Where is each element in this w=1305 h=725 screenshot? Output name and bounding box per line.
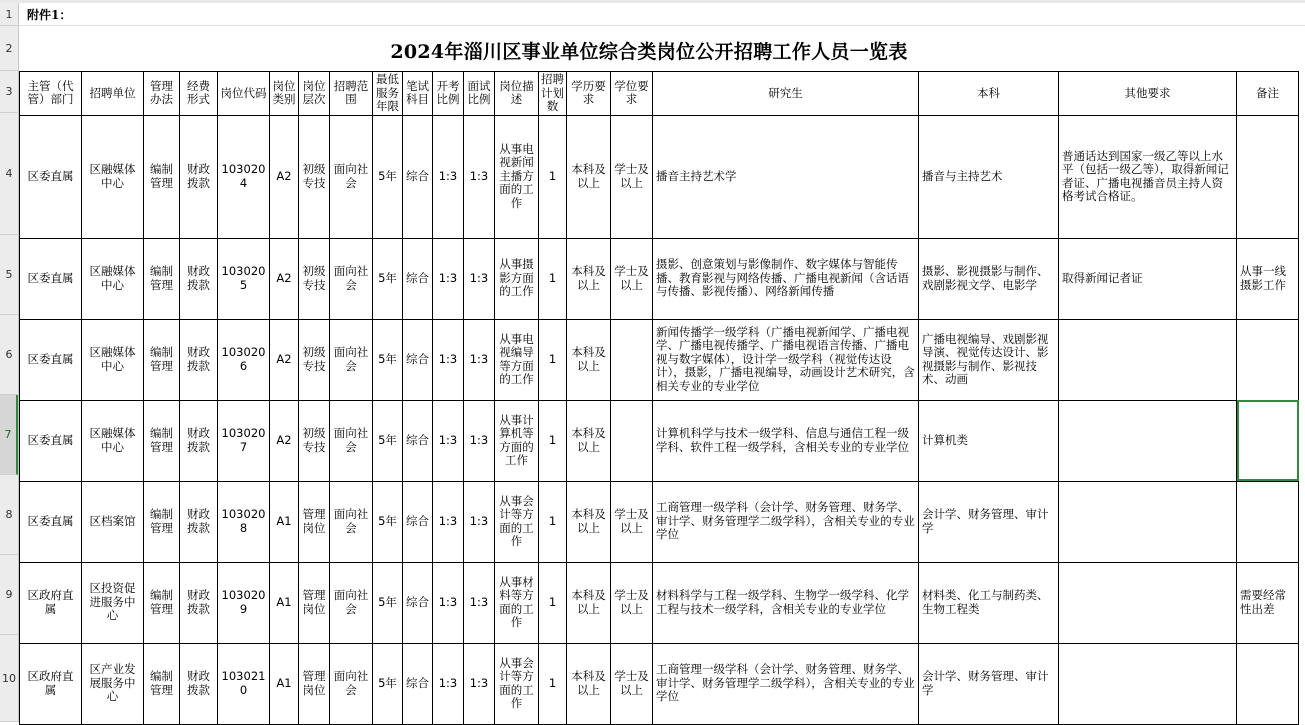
years-cell[interactable]: 5年: [373, 562, 403, 643]
mgmt-cell[interactable]: 编制管理: [144, 481, 180, 562]
ug-major-cell[interactable]: 广播电视编导、戏剧影视导演、视觉传达设计、影视摄影与制作、影视技术、动画: [919, 319, 1059, 400]
scope-cell[interactable]: 面向社会: [330, 643, 373, 724]
ug-major-cell[interactable]: 播音与主持艺术: [919, 115, 1059, 238]
table-row: [20, 481, 1299, 562]
row-number[interactable]: 5: [0, 235, 18, 315]
other-req-cell[interactable]: [1059, 400, 1237, 481]
fund-cell[interactable]: 财政拨款: [180, 562, 218, 643]
edu-cell[interactable]: 本科及以上: [567, 481, 611, 562]
selected-note-cell[interactable]: [1237, 400, 1299, 481]
interview-ratio-cell[interactable]: 1:3: [464, 400, 495, 481]
note-cell[interactable]: [1237, 643, 1299, 724]
code-cell[interactable]: 1030206: [218, 319, 270, 400]
scope-cell[interactable]: 面向社会: [330, 400, 373, 481]
header-cell[interactable]: 备注: [1237, 72, 1299, 116]
desc-cell[interactable]: 从事计算机等方面的工作: [495, 400, 539, 481]
ug-major-cell[interactable]: 会计学、财务管理、审计学: [919, 643, 1059, 724]
grad-major-cell[interactable]: 计算机科学与技术一级学科、信息与通信工程一级学科、软件工程一级学科，含相关专业的专业学位: [653, 400, 919, 481]
header-cell[interactable]: 其他要求: [1059, 72, 1237, 116]
mgmt-cell[interactable]: 编制管理: [144, 238, 180, 319]
grad-major-cell[interactable]: 材料科学与工程一级学科、生物学一级学科、化学工程与技术一级学科，含相关专业的专业学位: [653, 562, 919, 643]
exam-cell[interactable]: 综合: [403, 115, 433, 238]
category-cell[interactable]: A2: [270, 319, 299, 400]
years-cell[interactable]: 5年: [373, 400, 403, 481]
category-cell[interactable]: A2: [270, 400, 299, 481]
grad-major-cell[interactable]: 工商管理一级学科（会计学、财务管理、财务学、审计学、财务管理学二级学科），含相关专业的专业学位: [653, 643, 919, 724]
category-cell[interactable]: A1: [270, 481, 299, 562]
header-cell[interactable]: 招聘单位: [82, 72, 144, 116]
header-cell[interactable]: 经费形式: [180, 72, 218, 116]
category-cell[interactable]: A2: [270, 115, 299, 238]
ug-major-cell[interactable]: 摄影、影视摄影与制作、戏剧影视文学、电影学: [919, 238, 1059, 319]
grad-major-cell[interactable]: 工商管理一级学科（会计学、财务管理、财务学、审计学、财务管理学二级学科），含相关专业的专业学位: [653, 481, 919, 562]
dept-cell[interactable]: 区委直属: [20, 400, 82, 481]
note-cell[interactable]: [1237, 319, 1299, 400]
table-row: [20, 115, 1299, 238]
row-number[interactable]: 1: [0, 3, 18, 26]
header-cell[interactable]: 开考比例: [433, 72, 464, 116]
header-cell[interactable]: 招聘范围: [330, 72, 373, 116]
dept-cell[interactable]: 区委直属: [20, 319, 82, 400]
scope-cell[interactable]: 面向社会: [330, 562, 373, 643]
dept-cell[interactable]: 区政府直属: [20, 562, 82, 643]
scope-cell[interactable]: 面向社会: [330, 115, 373, 238]
plan-cell[interactable]: 1: [539, 562, 567, 643]
degree-cell[interactable]: 学士及以上: [611, 238, 653, 319]
code-cell[interactable]: 1030208: [218, 481, 270, 562]
attachment-row: [19, 3, 1305, 26]
header-cell[interactable]: 岗位层次: [299, 72, 330, 116]
title-row: [19, 26, 1305, 71]
level-cell[interactable]: 初级专技: [299, 319, 330, 400]
edu-cell[interactable]: 本科及以上: [567, 562, 611, 643]
desc-cell[interactable]: 从事会计等方面的工作: [495, 481, 539, 562]
mgmt-cell[interactable]: 编制管理: [144, 319, 180, 400]
plan-cell[interactable]: 1: [539, 319, 567, 400]
grad-major-cell[interactable]: 摄影、创意策划与影像制作、数字媒体与智能传播、教育影视与网络传播、广播电视新闻（含话语与传播、影视传播）、网络新闻传播: [653, 238, 919, 319]
dept-cell[interactable]: 区政府直属: [20, 643, 82, 724]
mgmt-cell[interactable]: 编制管理: [144, 562, 180, 643]
header-cell[interactable]: 岗位描述: [495, 72, 539, 116]
header-cell[interactable]: 学位要求: [611, 72, 653, 116]
unit-cell[interactable]: 区融媒体中心: [82, 319, 144, 400]
interview-ratio-cell[interactable]: 1:3: [464, 643, 495, 724]
ug-major-cell[interactable]: 会计学、财务管理、审计学: [919, 481, 1059, 562]
open-ratio-cell[interactable]: 1:3: [433, 115, 464, 238]
fund-cell[interactable]: 财政拨款: [180, 481, 218, 562]
exam-cell[interactable]: 综合: [403, 238, 433, 319]
table-row: [20, 238, 1299, 319]
other-req-cell[interactable]: [1059, 643, 1237, 724]
degree-cell[interactable]: [611, 319, 653, 400]
mgmt-cell[interactable]: 编制管理: [144, 400, 180, 481]
dept-cell[interactable]: 区委直属: [20, 115, 82, 238]
row-number[interactable]: 10: [0, 635, 18, 722]
scope-cell[interactable]: 面向社会: [330, 319, 373, 400]
other-req-cell[interactable]: 普通话达到国家一级乙等以上水平（包括一级乙等），取得新闻记者证、广播电视播音员主持人资格考试合格证。: [1059, 115, 1237, 238]
header-cell[interactable]: 最低服务年限: [373, 72, 403, 116]
degree-cell[interactable]: 学士及以上: [611, 481, 653, 562]
interview-ratio-cell[interactable]: 1:3: [464, 115, 495, 238]
unit-cell[interactable]: 区档案馆: [82, 481, 144, 562]
interview-ratio-cell[interactable]: 1:3: [464, 319, 495, 400]
scope-cell[interactable]: 面向社会: [330, 238, 373, 319]
unit-cell[interactable]: 区投资促进服务中心: [82, 562, 144, 643]
code-cell[interactable]: 1030204: [218, 115, 270, 238]
other-req-cell[interactable]: [1059, 319, 1237, 400]
row-number[interactable]: 2: [0, 26, 18, 71]
mgmt-cell[interactable]: 编制管理: [144, 115, 180, 238]
category-cell[interactable]: A1: [270, 643, 299, 724]
unit-cell[interactable]: 区融媒体中心: [82, 400, 144, 481]
other-req-cell[interactable]: [1059, 481, 1237, 562]
note-cell[interactable]: 需要经常性出差: [1237, 562, 1299, 643]
interview-ratio-cell[interactable]: 1:3: [464, 562, 495, 643]
exam-cell[interactable]: 综合: [403, 319, 433, 400]
open-ratio-cell[interactable]: 1:3: [433, 400, 464, 481]
other-req-cell[interactable]: [1059, 562, 1237, 643]
degree-cell[interactable]: [611, 400, 653, 481]
header-cell[interactable]: 管理办法: [144, 72, 180, 116]
dept-cell[interactable]: 区委直属: [20, 481, 82, 562]
header-cell[interactable]: 岗位类别: [270, 72, 299, 116]
degree-cell[interactable]: 学士及以上: [611, 562, 653, 643]
header-cell[interactable]: 主管（代管）部门: [20, 72, 82, 116]
edu-cell[interactable]: 本科及以上: [567, 238, 611, 319]
category-cell[interactable]: A1: [270, 562, 299, 643]
fund-cell[interactable]: 财政拨款: [180, 400, 218, 481]
desc-cell[interactable]: 从事电视新闻主播方面的工作: [495, 115, 539, 238]
code-cell[interactable]: 1030210: [218, 643, 270, 724]
desc-cell[interactable]: 从事材料等方面的工作: [495, 562, 539, 643]
interview-ratio-cell[interactable]: 1:3: [464, 481, 495, 562]
other-req-cell[interactable]: 取得新闻记者证: [1059, 238, 1237, 319]
ug-major-cell[interactable]: 材料类、化工与制药类、生物工程类: [919, 562, 1059, 643]
scope-cell[interactable]: 面向社会: [330, 481, 373, 562]
exam-cell[interactable]: 综合: [403, 643, 433, 724]
edu-cell[interactable]: 本科及以上: [567, 400, 611, 481]
row-number[interactable]: 8: [0, 475, 18, 555]
years-cell[interactable]: 5年: [373, 481, 403, 562]
plan-cell[interactable]: 1: [539, 481, 567, 562]
edu-cell[interactable]: 本科及以上: [567, 643, 611, 724]
years-cell[interactable]: 5年: [373, 115, 403, 238]
open-ratio-cell[interactable]: 1:3: [433, 643, 464, 724]
level-cell[interactable]: 管理岗位: [299, 562, 330, 643]
level-cell[interactable]: 初级专技: [299, 238, 330, 319]
unit-cell[interactable]: 区融媒体中心: [82, 115, 144, 238]
spreadsheet: [19, 3, 1305, 725]
header-cell[interactable]: 笔试科目: [403, 72, 433, 116]
open-ratio-cell[interactable]: 1:3: [433, 238, 464, 319]
row-number[interactable]: 6: [0, 315, 18, 395]
degree-cell[interactable]: 学士及以上: [611, 643, 653, 724]
level-cell[interactable]: 管理岗位: [299, 643, 330, 724]
category-cell[interactable]: A2: [270, 238, 299, 319]
code-cell[interactable]: 1030209: [218, 562, 270, 643]
exam-cell[interactable]: 综合: [403, 562, 433, 643]
exam-cell[interactable]: 综合: [403, 481, 433, 562]
unit-cell[interactable]: 区产业发展服务中心: [82, 643, 144, 724]
plan-cell[interactable]: 1: [539, 115, 567, 238]
row-number[interactable]: 3: [0, 71, 18, 113]
ug-major-cell[interactable]: 计算机类: [919, 400, 1059, 481]
plan-cell[interactable]: 1: [539, 238, 567, 319]
desc-cell[interactable]: 从事摄影方面的工作: [495, 238, 539, 319]
plan-cell[interactable]: 1: [539, 643, 567, 724]
header-row: [20, 72, 1299, 116]
header-cell[interactable]: 研究生: [653, 72, 919, 116]
desc-cell[interactable]: 从事会计等方面的工作: [495, 643, 539, 724]
fund-cell[interactable]: 财政拨款: [180, 115, 218, 238]
code-cell[interactable]: 1030207: [218, 400, 270, 481]
exam-cell[interactable]: 综合: [403, 400, 433, 481]
grad-major-cell[interactable]: 播音主持艺术学: [653, 115, 919, 238]
level-cell[interactable]: 初级专技: [299, 115, 330, 238]
note-cell[interactable]: [1237, 115, 1299, 238]
row-number[interactable]: 9: [0, 555, 18, 635]
table-row: [20, 643, 1299, 724]
unit-cell[interactable]: 区融媒体中心: [82, 238, 144, 319]
header-cell[interactable]: 学历要求: [567, 72, 611, 116]
fund-cell[interactable]: 财政拨款: [180, 238, 218, 319]
interview-ratio-cell[interactable]: 1:3: [464, 238, 495, 319]
row-number[interactable]: 4: [0, 113, 18, 235]
row-header-column: [0, 3, 19, 722]
header-cell[interactable]: 岗位代码: [218, 72, 270, 116]
open-ratio-cell[interactable]: 1:3: [433, 481, 464, 562]
level-cell[interactable]: 管理岗位: [299, 481, 330, 562]
degree-cell[interactable]: 学士及以上: [611, 115, 653, 238]
years-cell[interactable]: 5年: [373, 643, 403, 724]
mgmt-cell[interactable]: 编制管理: [144, 643, 180, 724]
header-cell[interactable]: 面试比例: [464, 72, 495, 116]
dept-cell[interactable]: 区委直属: [20, 238, 82, 319]
table-row: [20, 562, 1299, 643]
header-cell[interactable]: 本科: [919, 72, 1059, 116]
open-ratio-cell[interactable]: 1:3: [433, 562, 464, 643]
table-row: [20, 319, 1299, 400]
attachment-label[interactable]: 附件1：: [27, 8, 72, 22]
note-cell[interactable]: 从事一线摄影工作: [1237, 238, 1299, 319]
header-cell[interactable]: 招聘计划数: [539, 72, 567, 116]
fund-cell[interactable]: 财政拨款: [180, 319, 218, 400]
row-number-selected[interactable]: 7: [0, 395, 18, 475]
recruitment-table: [19, 71, 1299, 725]
grad-major-cell[interactable]: 新闻传播学一级学科（广播电视新闻学、广播电视学、广播电视传播学、广播电视语言传播、广播电视与数字媒体），设计学一级学科（视觉传达设计），摄影，广播电视编导，动画设计艺术研究，含相关专业的专业学位: [653, 319, 919, 400]
years-cell[interactable]: 5年: [373, 238, 403, 319]
edu-cell[interactable]: 本科及以上: [567, 115, 611, 238]
years-cell[interactable]: 5年: [373, 319, 403, 400]
table-row: [20, 400, 1299, 481]
code-cell[interactable]: 1030205: [218, 238, 270, 319]
edu-cell[interactable]: 本科及以上: [567, 319, 611, 400]
plan-cell[interactable]: 1: [539, 400, 567, 481]
level-cell[interactable]: 初级专技: [299, 400, 330, 481]
open-ratio-cell[interactable]: 1:3: [433, 319, 464, 400]
fund-cell[interactable]: 财政拨款: [180, 643, 218, 724]
note-cell[interactable]: [1237, 481, 1299, 562]
desc-cell[interactable]: 从事电视编导等方面的工作: [495, 319, 539, 400]
page-title[interactable]: 2024年淄川区事业单位综合类岗位公开招聘工作人员一览表: [390, 41, 908, 63]
